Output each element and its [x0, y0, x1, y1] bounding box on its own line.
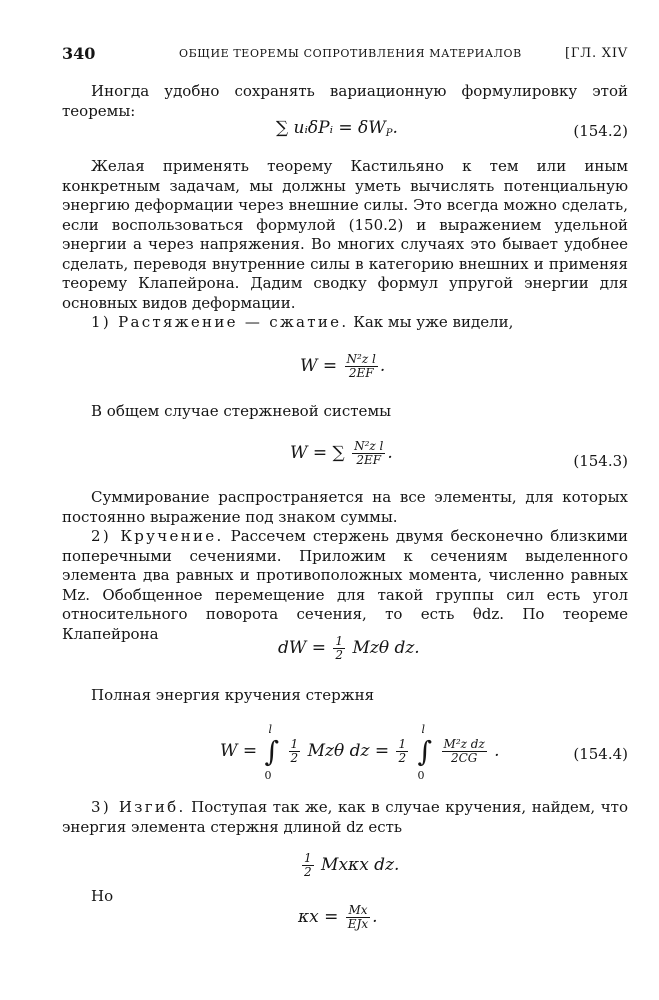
- paragraph-intro: Иногда удобно сохранять вариационную формулировку этой теоремы:: [62, 82, 628, 120]
- paragraph-tension: 1) Растяжение — сжатие. Как мы уже видели,: [91, 313, 514, 331]
- paragraph-torsion-energy: Полная энергия кручения стержня: [91, 686, 375, 704]
- equation-dW: dW = $\frac{1}{2}$ Mzθ dz.: [278, 634, 420, 662]
- equation-154-4: W = ∫ l 0 $\frac{1}{2}$ Mzθ dz = $\frac{1}{2}$ ∫ l 0 $\frac{\text{M²z dz}}{2CG}$ .: [220, 723, 500, 782]
- equation-bending: $\frac{1}{2}$ Mxκx dz.: [304, 851, 400, 879]
- section-label-torsion: 2) Кручение.: [91, 527, 224, 545]
- equation-154-3: W = ∑ $\frac{\text{N²z l}}{2EF}$ .: [290, 439, 393, 467]
- equation-kappa: κx = $\frac{Mx}{\text{EJx}}$ .: [298, 903, 378, 931]
- equation-number-154-3: (154.3): [573, 452, 628, 470]
- equation-154-2: ∑ uᵢδPᵢ = $\delta W_P$.: [276, 118, 398, 139]
- running-title: ОБЩИЕ ТЕОРЕМЫ СОПРОТИВЛЕНИЯ МАТЕРИАЛОВ: [179, 47, 522, 60]
- chapter-label: [ГЛ. XIV: [565, 46, 628, 61]
- paragraph-bending: 3) Изгиб. Поступая так же, как в случае кручения, найдем, что энергия элемента стержня длиной dz есть: [62, 798, 629, 836]
- page-header: [62, 44, 628, 66]
- equation-tension: W = $\frac{\text{N²z l}}{2EF}$ .: [300, 352, 386, 380]
- paragraph-summation: Суммирование распространяется на все элементы, для которых постоянно выражение под знаком суммы.: [62, 488, 628, 526]
- equation-number-154-4: (154.4): [573, 745, 628, 763]
- paragraph-general-case: В общем случае стержневой системы: [91, 402, 392, 420]
- paragraph-torsion: 2) Кручение. Рассечем стержень двумя бесконечно близкими поперечными сечениями. Приложим к сечениям выделенного элемента два равных и противоположных момента, численно равных Mz. Обобщенное перемещение для такой группы сил есть угол относительного поворота сечения, то есть θdz. По теореме Клапейрона: [62, 527, 628, 643]
- paragraph-castigliano: Желая применять теорему Кастильяно к тем или иным конкретным задачам, мы должны уметь вычислять потенциальную энергию деформации через внешние силы. Это всегда можно сделать, если воспользоваться формулой (150.2) и выражением удельной энергии a через напряжения. Во многих случаях это бывает удобнее сделать, переводя внутренние силы в категорию внешних и применяя теорему Клапейрона. Дадим сводку формул упругой энергии для основных видов деформации.: [62, 157, 628, 312]
- section-label-tension: 1) Растяжение — сжатие.: [91, 313, 349, 331]
- page-number: 340: [62, 44, 96, 63]
- paragraph-but: Но: [91, 887, 114, 905]
- page: [62, 0, 628, 1000]
- section-label-bending: 3) Изгиб.: [91, 798, 186, 816]
- equation-number-154-2: (154.2): [573, 122, 628, 140]
